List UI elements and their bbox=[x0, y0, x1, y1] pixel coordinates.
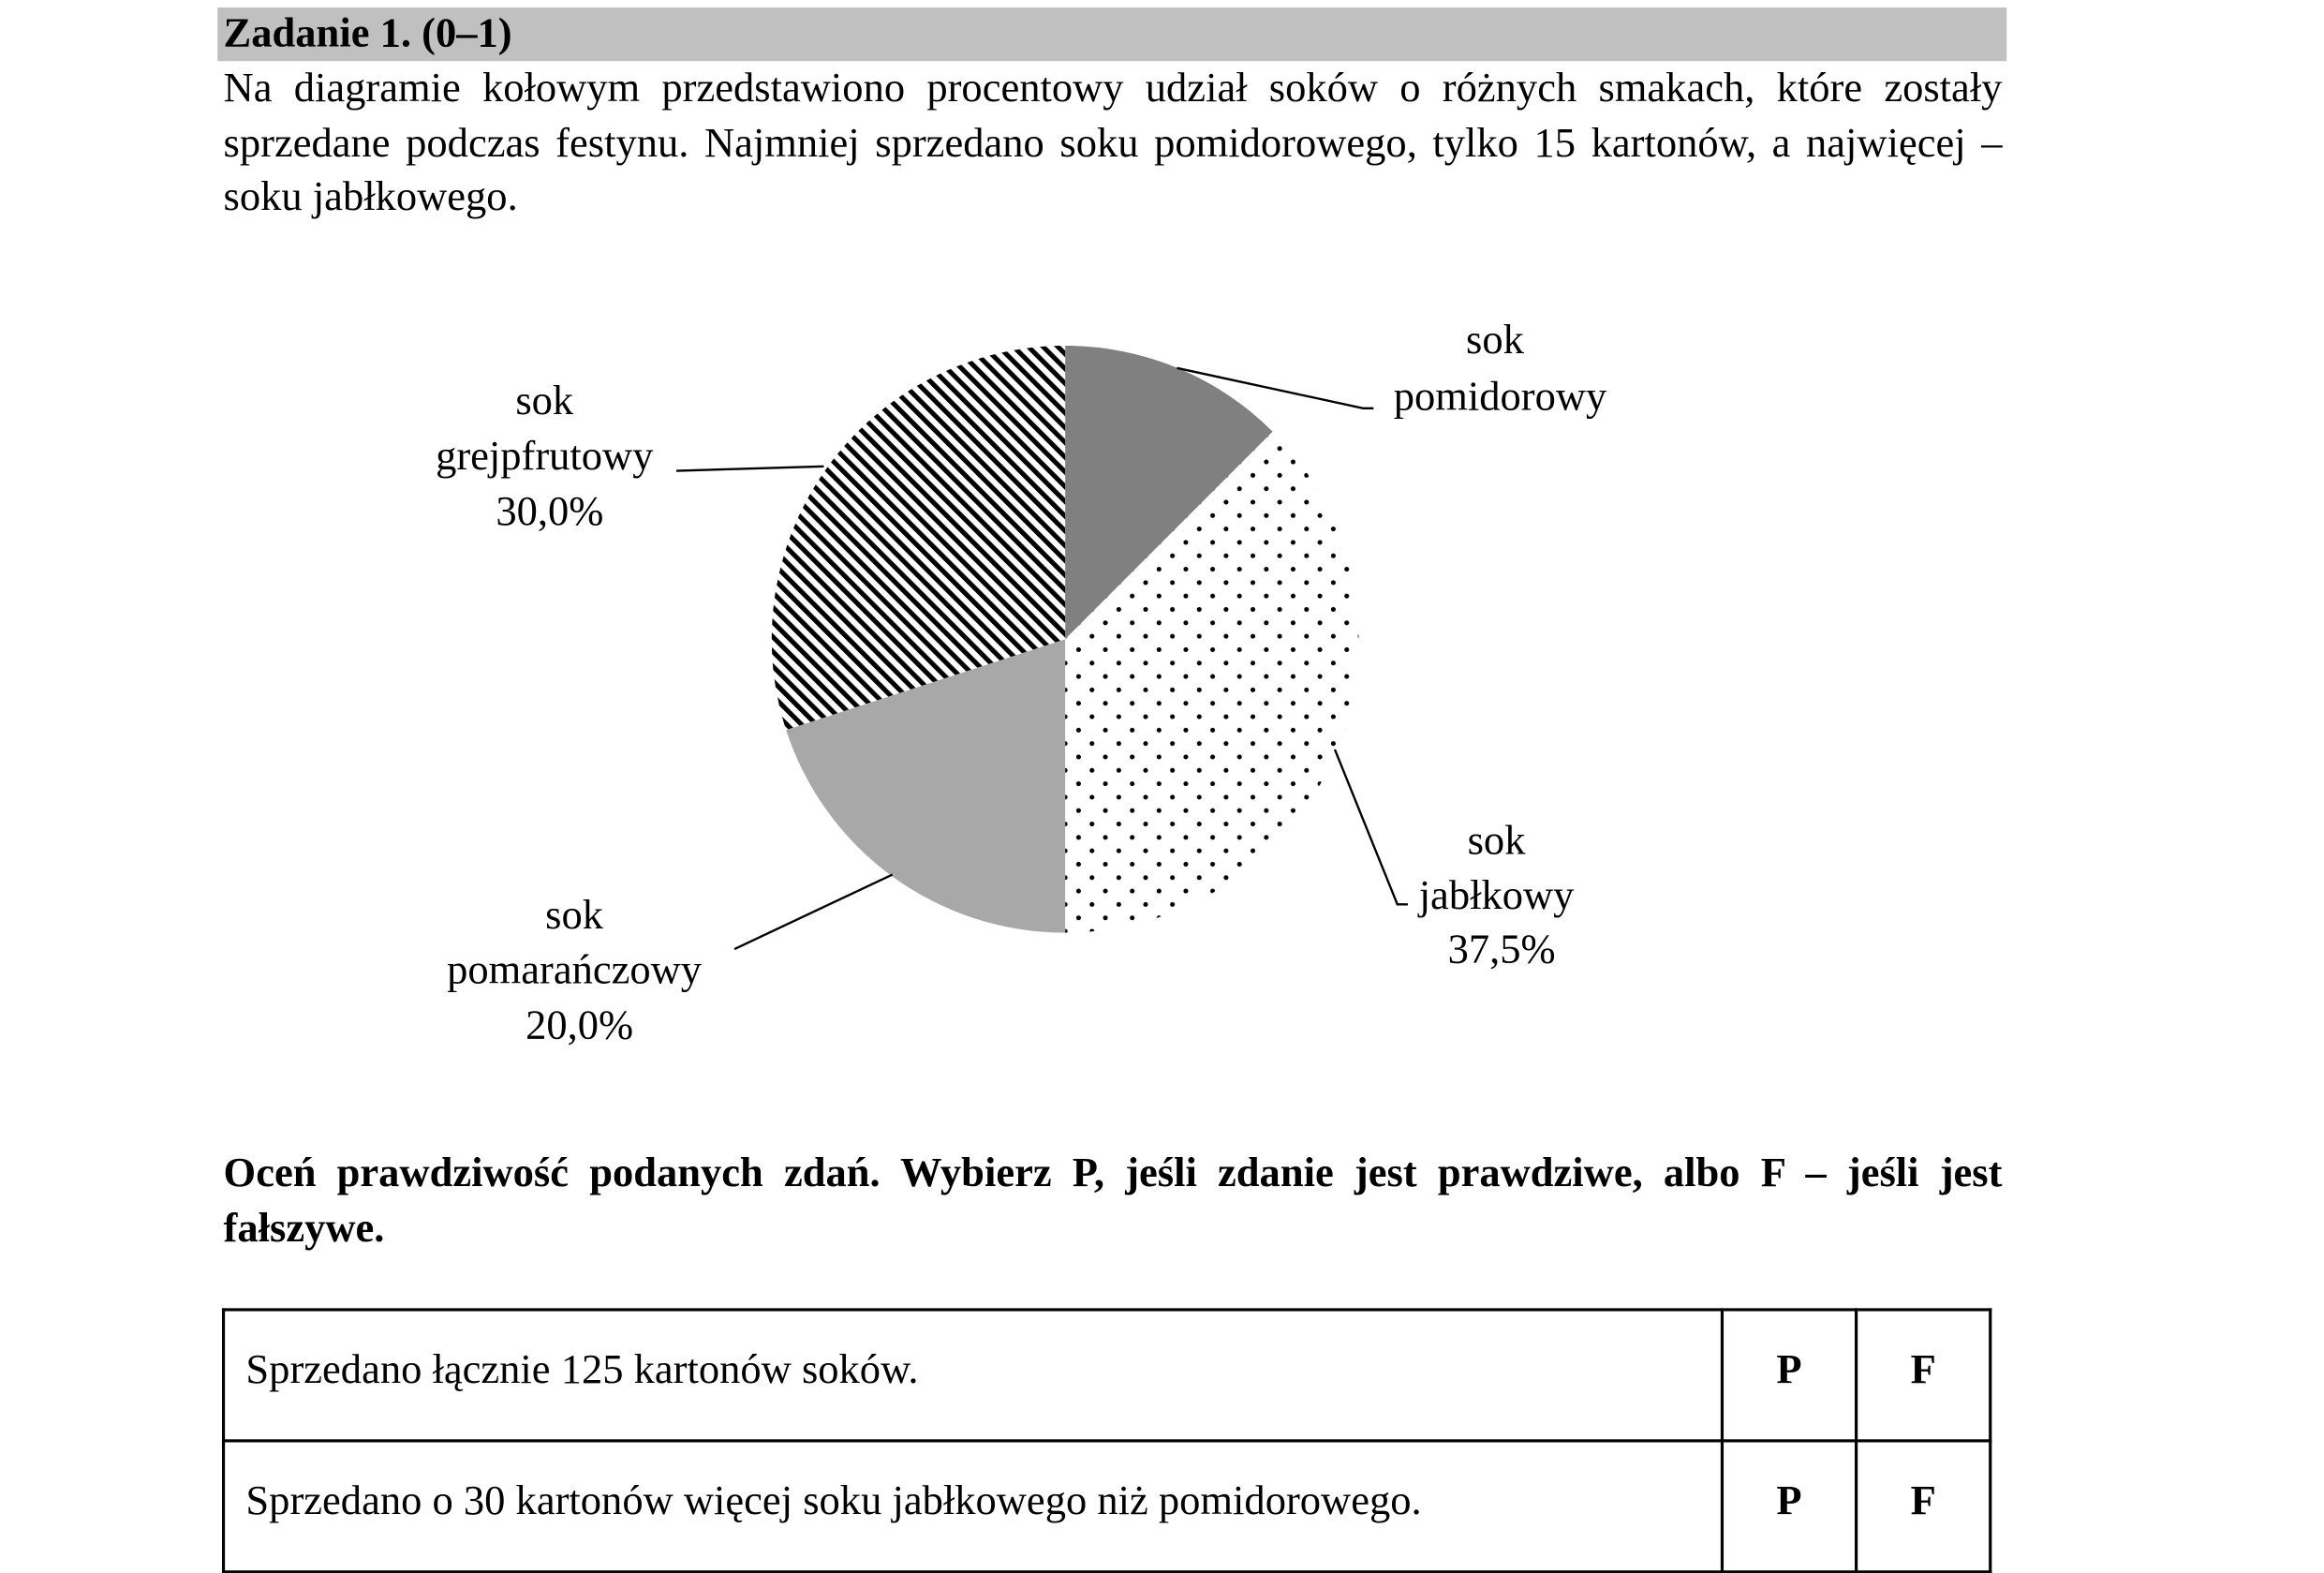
pie-label-grejpfrutowy: sok grejpfrutowy 30,0% bbox=[436, 377, 654, 534]
statement-text: Sprzedano łącznie 125 kartonów soków. bbox=[224, 1310, 1723, 1441]
true-false-table bbox=[222, 1308, 1991, 1573]
leader-line-grejpfrutowy bbox=[676, 467, 823, 471]
task-title: Zadanie 1. (0–1) bbox=[217, 7, 2006, 61]
table-row bbox=[224, 1441, 1991, 1572]
pie-label-pomaranczowy: sok pomarańczowy 20,0% bbox=[447, 890, 703, 1048]
pie-label-jablkowy: sok jabłkowy 37,5% bbox=[1418, 816, 1575, 972]
answer-f-button[interactable]: F bbox=[1857, 1441, 1991, 1572]
instruction: Oceń prawdziwość podanych zdań. Wybierz P, jeśli zdanie jest prawdziwe, albo F – jeśli jest fałszywe. bbox=[223, 1150, 2003, 1252]
answer-p-button[interactable]: P bbox=[1722, 1310, 1856, 1441]
answer-p-button[interactable]: P bbox=[1722, 1441, 1856, 1572]
answer-f-button[interactable]: F bbox=[1857, 1310, 1991, 1441]
table-row bbox=[224, 1310, 1991, 1441]
pie-label-pomidorowy: sok pomidorowy bbox=[1393, 315, 1607, 420]
leader-line-jablkowy bbox=[1335, 749, 1408, 904]
statement-text: Sprzedano o 30 kartonów więcej soku jabłkowego niż pomidorowego. bbox=[224, 1441, 1723, 1572]
task-intro: Na diagramie kołowym przedstawiono procentowy udział soków o różnych smakach, które zostały sprzedane podczas festynu. Najmniej sprzedano soku pomidorowego, tylko 15 kartonów, a najwięcej – soku jabłkowego. bbox=[223, 65, 2003, 221]
leader-line-pomaranczowy bbox=[734, 875, 893, 950]
